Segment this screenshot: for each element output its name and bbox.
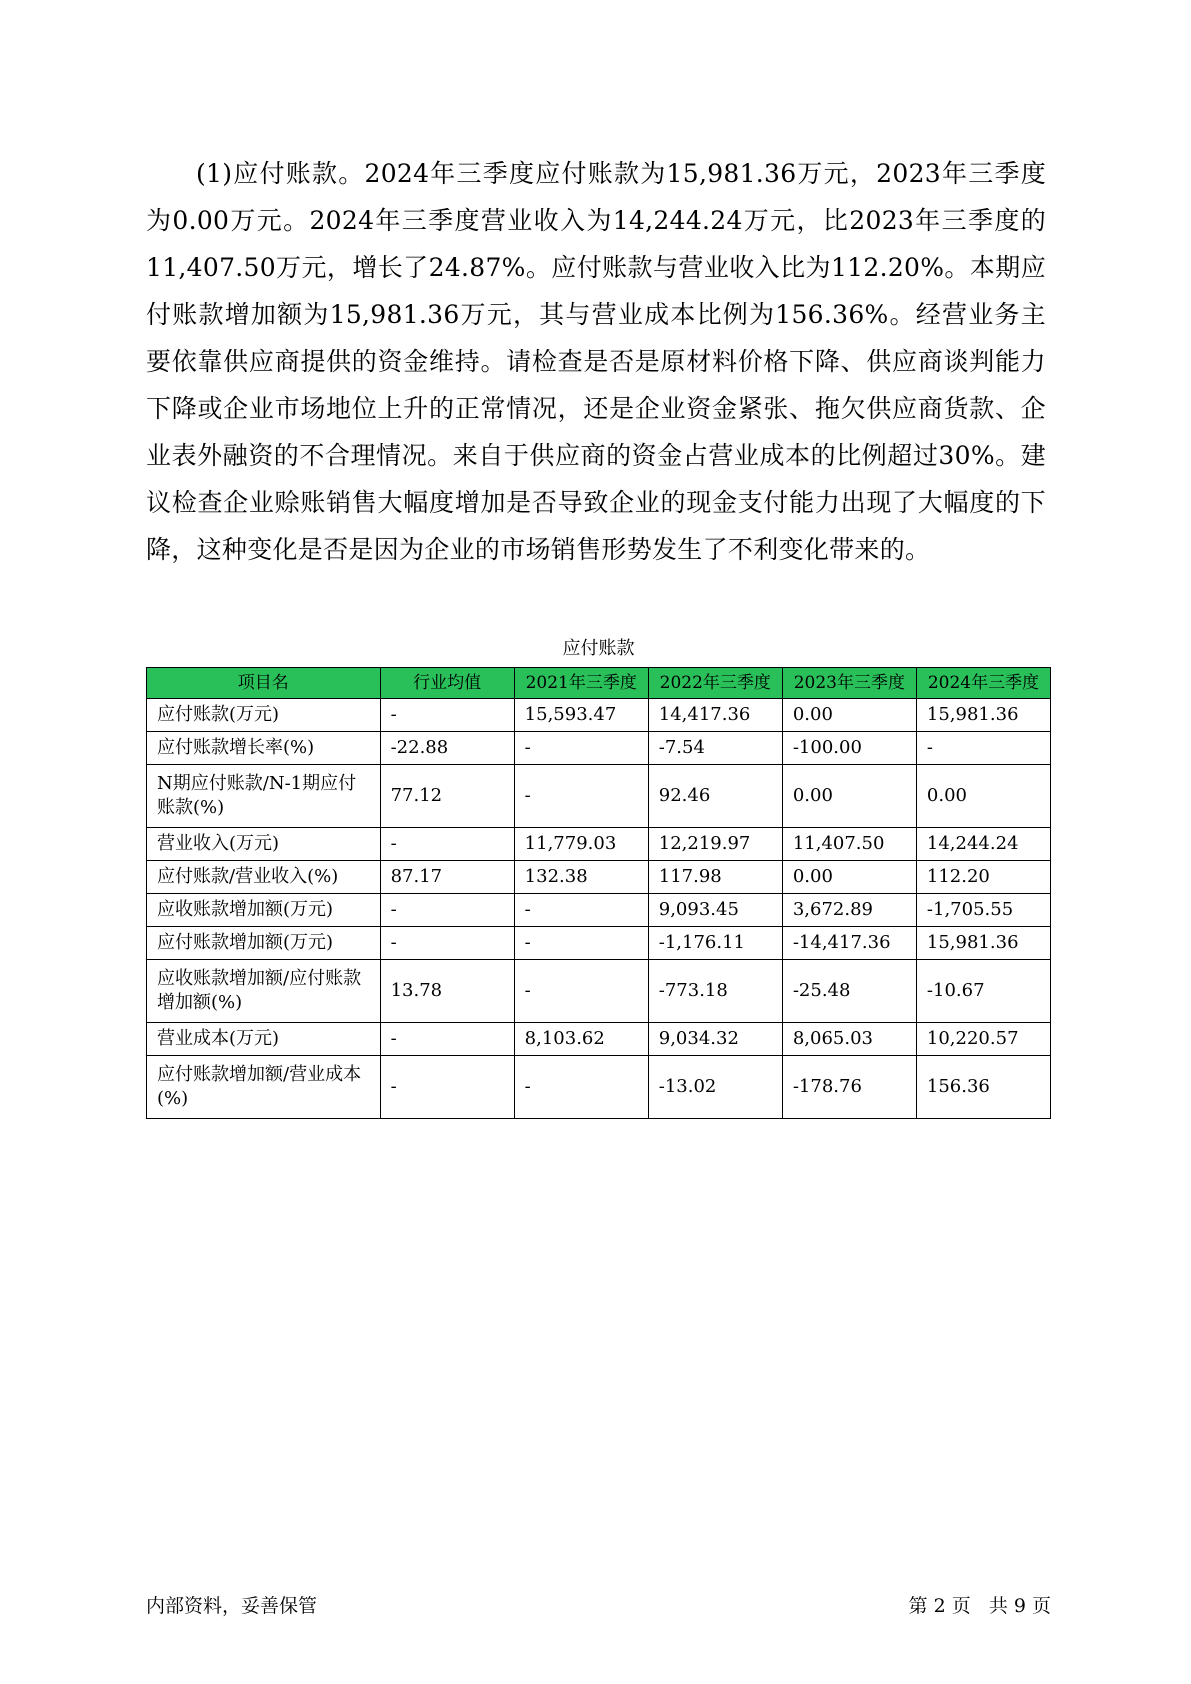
header-industry-average: 行业均值 xyxy=(380,668,514,699)
table-cell: - xyxy=(514,765,648,828)
header-2022-q3: 2022年三季度 xyxy=(648,668,782,699)
analysis-paragraph: (1)应付账款。2024年三季度应付账款为15,981.36万元，2023年三季度为0.00万元。2024年三季度营业收入为14,244.24万元，比2023年三季度的11,407.50万元，增长了24.87%。应付账款与营业收入比为112.20%。本期应付账款增加额为15,981.36万元，其与营业成本比例为156.36%。经营业务主要依靠供应商提供的资金维持。请检查是否是原材料价格下降、供应商谈判能力下降或企业市场地位上升的正常情况，还是企业资金紧张、拖欠供应商货款、企业表外融资的不合理情况。来自于供应商的资金占营业成本的比例超过30%。建议检查企业赊账销售大幅度增加是否导致企业的现金支付能力出现了大幅度的下降，这种变化是否是因为企业的市场销售形势发生了不利变化带来的。 xyxy=(146,159,1046,564)
table-cell: -178.76 xyxy=(782,1056,916,1119)
table-cell: -22.88 xyxy=(380,732,514,765)
accounts-payable-table xyxy=(146,667,1051,1119)
table-row xyxy=(147,699,1051,732)
table-cell: -773.18 xyxy=(648,960,782,1023)
table-cell: -100.00 xyxy=(782,732,916,765)
table-cell: 15,981.36 xyxy=(916,699,1050,732)
table-cell: 9,034.32 xyxy=(648,1023,782,1056)
table-cell: 11,779.03 xyxy=(514,828,648,861)
table-cell: 8,103.62 xyxy=(514,1023,648,1056)
table-caption: 应付账款 xyxy=(562,638,635,659)
table-row xyxy=(147,732,1051,765)
row-label: 应收账款增加额/应付账款增加额(%) xyxy=(147,960,381,1023)
table-cell: - xyxy=(514,732,648,765)
table-cell: 156.36 xyxy=(916,1056,1050,1119)
header-item-name: 项目名 xyxy=(147,668,381,699)
table-row xyxy=(147,1056,1051,1119)
table-cell: - xyxy=(514,1056,648,1119)
table-cell: -1,176.11 xyxy=(648,927,782,960)
row-label: 应付账款/营业收入(%) xyxy=(147,861,381,894)
table-cell: 0.00 xyxy=(916,765,1050,828)
table-cell: 14,417.36 xyxy=(648,699,782,732)
table-cell: - xyxy=(380,1023,514,1056)
table-cell: - xyxy=(916,732,1050,765)
row-label: 应收账款增加额(万元) xyxy=(147,894,381,927)
table-cell: -10.67 xyxy=(916,960,1050,1023)
table-cell: 9,093.45 xyxy=(648,894,782,927)
table-cell: 0.00 xyxy=(782,765,916,828)
table-cell: 8,065.03 xyxy=(782,1023,916,1056)
table-row xyxy=(147,894,1051,927)
table-cell: - xyxy=(380,927,514,960)
header-2021-q3: 2021年三季度 xyxy=(514,668,648,699)
header-2024-q3: 2024年三季度 xyxy=(916,668,1050,699)
table-cell: -13.02 xyxy=(648,1056,782,1119)
table-row xyxy=(147,765,1051,828)
footer-confidential-note: 内部资料，妥善保管 xyxy=(146,1595,318,1617)
table-cell: 0.00 xyxy=(782,699,916,732)
row-label: 营业收入(万元) xyxy=(147,828,381,861)
row-label: N期应付账款/N-1期应付账款(%) xyxy=(147,765,381,828)
table-cell: 77.12 xyxy=(380,765,514,828)
table-cell: 12,219.97 xyxy=(648,828,782,861)
table-header-row xyxy=(147,668,1051,699)
table-cell: 10,220.57 xyxy=(916,1023,1050,1056)
table-cell: - xyxy=(380,1056,514,1119)
table-cell: - xyxy=(514,960,648,1023)
table-cell: 92.46 xyxy=(648,765,782,828)
header-2023-q3: 2023年三季度 xyxy=(782,668,916,699)
table-cell: 15,981.36 xyxy=(916,927,1050,960)
row-label: 应付账款增加额(万元) xyxy=(147,927,381,960)
table-cell: -7.54 xyxy=(648,732,782,765)
table-cell: 132.38 xyxy=(514,861,648,894)
table-cell: - xyxy=(380,894,514,927)
table-cell: -25.48 xyxy=(782,960,916,1023)
row-label: 营业成本(万元) xyxy=(147,1023,381,1056)
row-label: 应付账款增长率(%) xyxy=(147,732,381,765)
table-cell: 0.00 xyxy=(782,861,916,894)
table-cell: - xyxy=(514,927,648,960)
table-row xyxy=(147,960,1051,1023)
table-cell: 87.17 xyxy=(380,861,514,894)
row-label: 应付账款(万元) xyxy=(147,699,381,732)
table-cell: -1,705.55 xyxy=(916,894,1050,927)
table-row xyxy=(147,927,1051,960)
row-label: 应付账款增加额/营业成本(%) xyxy=(147,1056,381,1119)
table-cell: 117.98 xyxy=(648,861,782,894)
table-cell: 11,407.50 xyxy=(782,828,916,861)
table-cell: - xyxy=(380,828,514,861)
table-row xyxy=(147,828,1051,861)
table-cell: 13.78 xyxy=(380,960,514,1023)
table-cell: - xyxy=(380,699,514,732)
table-cell: - xyxy=(514,894,648,927)
footer-page-number: 第 2 页 共 9 页 xyxy=(908,1595,1051,1617)
table-cell: 3,672.89 xyxy=(782,894,916,927)
table-cell: -14,417.36 xyxy=(782,927,916,960)
table-cell: 14,244.24 xyxy=(916,828,1050,861)
table-cell: 15,593.47 xyxy=(514,699,648,732)
table-cell: 112.20 xyxy=(916,861,1050,894)
table-row xyxy=(147,1023,1051,1056)
table-row xyxy=(147,861,1051,894)
